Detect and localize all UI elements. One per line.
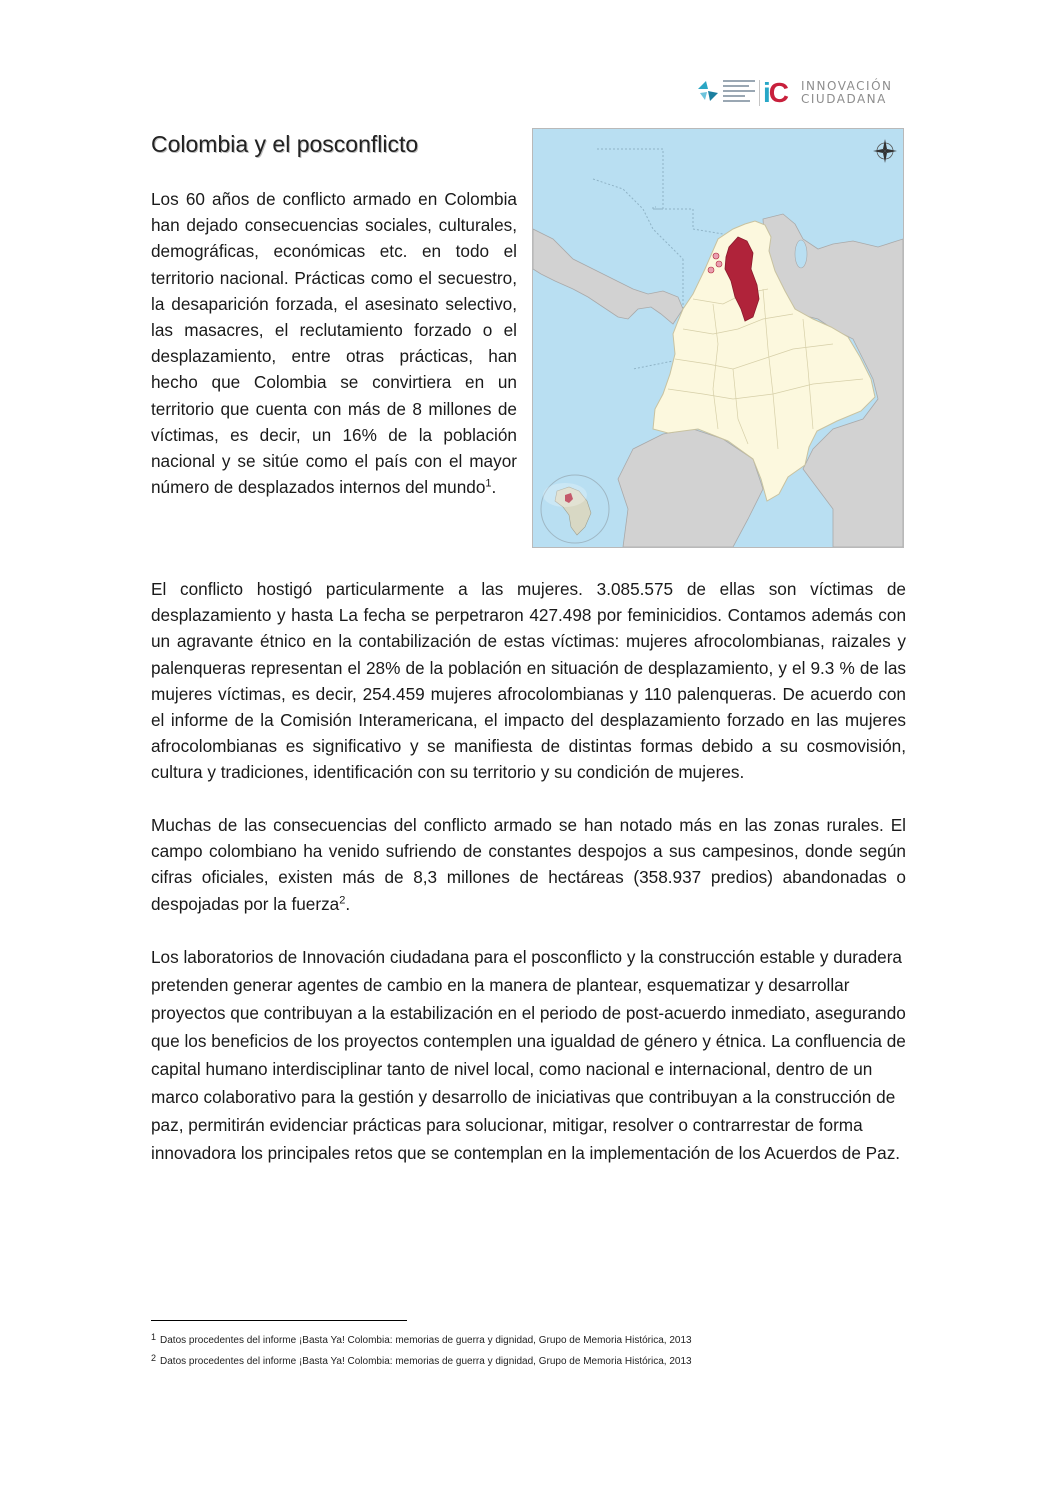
paragraph-3-end: . bbox=[345, 893, 351, 914]
logo-divider bbox=[759, 80, 760, 106]
footnote-2 bbox=[151, 1355, 692, 1369]
ic-initials: iC bbox=[763, 77, 788, 108]
footnote-1-text: Datos procedentes del informe ¡Basta Ya! Colombia: memorias de guerra y dignidad, Grupo de Memoria Histórica, 2013 bbox=[160, 1335, 692, 1346]
secretaria-logo bbox=[693, 76, 757, 108]
footnote-2-text: Datos procedentes del informe ¡Basta Ya! Colombia: memorias de guerra y dignidad, Grupo de Memoria Histórica, 2013 bbox=[160, 1356, 692, 1367]
colombia-map-svg bbox=[533, 129, 903, 547]
ic-wordmark bbox=[801, 80, 893, 106]
footnote-ref-1[interactable]: 1 bbox=[485, 477, 492, 490]
island-marker bbox=[713, 253, 719, 259]
header-logos bbox=[693, 76, 893, 110]
paragraph-1-text: Los 60 años de conflicto armado en Colombia han dejado consecuencias sociales, culturales, demográficas, económicas etc. en todo el territorio nacional. Prácticas como el secuestro, la desaparición forzada, el asesinato selectivo, las masacres, el reclutamiento forzado o el desplazamiento, entre otras prácticas, han hecho que Colombia se convirtiera en un territorio que cuenta con más de 8 millones de víctimas, es decir, un 16% de la población nacional y se sitúe como el país con el mayor número de desplazados internos del mundo bbox=[151, 189, 517, 498]
paragraph-1 bbox=[151, 186, 517, 500]
secretaria-logo-text bbox=[723, 80, 755, 105]
colombia-map bbox=[532, 128, 904, 548]
secretaria-logo-icon bbox=[696, 79, 720, 103]
paragraph-2: El conflicto hostigó particularmente a las mujeres. 3.085.575 de ellas son víctimas de desplazamiento y hasta La fecha se perpetraron 427.498 por feminicidios. Contamos además con un agravante étnico en la contabilización de estas víctimas: mujeres afrocolombianas, raizales y palenqueras representan el 28% de la población en situación de desplazamiento, y el 9.3 % de las mujeres víctimas, es decir, 254.459 mujeres afrocolombianas y 110 palenqueras. De acuerdo con el informe de la Comisión Interamericana, el impacto del desplazamiento forzado en las mujeres afrocolombianas es significativo y se manifiesta de distintas formas debido a su cosmovisión, cultura y tradiciones, identificación con su territorio y su condición de mujeres. bbox=[151, 579, 906, 783]
ic-wordmark-line1: INNOVACIÓN bbox=[801, 79, 893, 93]
footnote-1-number: 1 bbox=[151, 1332, 157, 1342]
footnote-1 bbox=[151, 1334, 692, 1348]
paragraph-3 bbox=[151, 812, 906, 917]
paragraph-4: Los laboratorios de Innovación ciudadana para el posconflicto y la construcción estable y duradera pretenden generar agentes de cambio en la manera de plantear, esquematizar y desarrollar proyectos que contribuyan a la estabilización en el periodo de post-acuerdo inmediato, asegurando que los beneficios de los proyectos contemplen una igualdad de género y étnica. La confluencia de capital humano interdisciplinar tanto de nivel local, como nacional e internacional, dentro de un marco colaborativo para la gestión y desarrollo de iniciativas que contribuyan a la construcción de paz, permitirán evidenciar prácticas para solucionar, mitigar, resolver o contrarrestar de forma innovadora los principales retos que se contemplan en la implementación de los Acuerdos de Paz. bbox=[151, 947, 906, 1163]
footnote-ref-2[interactable]: 2 bbox=[339, 893, 346, 906]
footnote-separator bbox=[151, 1320, 407, 1321]
innovacion-ciudadana-logo bbox=[763, 77, 893, 108]
lake-maracaibo bbox=[795, 240, 807, 268]
globe-inset-icon bbox=[541, 475, 609, 543]
paragraph-1-end: . bbox=[491, 477, 497, 498]
footnote-2-number: 2 bbox=[151, 1353, 157, 1363]
island-marker bbox=[708, 267, 714, 273]
page-title: Colombia y el posconflicto bbox=[151, 131, 419, 157]
island-marker bbox=[716, 261, 722, 267]
paragraph-3-text: Muchas de las consecuencias del conflicto armado se han notado más en las zonas rurales. El campo colombiano ha venido sufriendo de constantes despojos a sus campesinos, donde según cifras oficiales, existen más de 8,3 millones de hectáreas (358.937 predios) abandonadas o despojadas por la fuerza bbox=[151, 815, 906, 914]
ic-wordmark-line2: CIUDADANA bbox=[801, 92, 887, 106]
